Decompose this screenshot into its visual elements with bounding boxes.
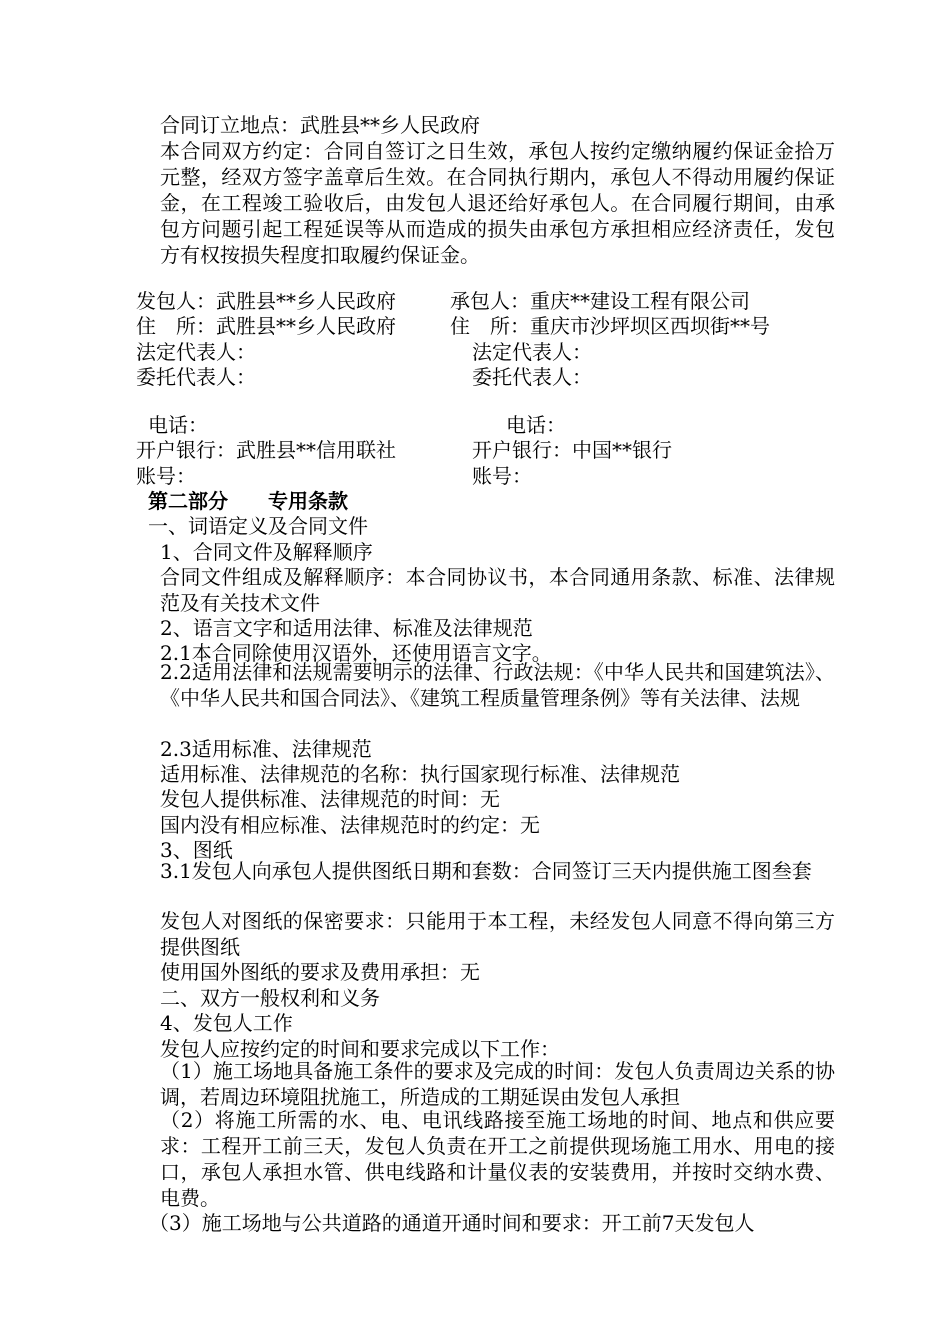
contractor-account: 账号： [472, 464, 532, 488]
clause-3-2: 发包人对图纸的保密要求：只能用于本工程，未经发包人同意不得向第三方提供图纸 [160, 909, 835, 959]
clause-3-1: 3.1发包人向承包人提供图纸日期和套数：合同签订三天内提供施工图叁套 [160, 859, 812, 883]
clause-3-3: 使用国外图纸的要求及费用承担：无 [160, 960, 480, 984]
clause-2-3-c: 国内没有相应标准、法律规范时的约定：无 [160, 813, 540, 837]
contract-place: 合同订立地点：武胜县**乡人民政府 [160, 113, 480, 137]
contractor-bank: 开户银行：中国**银行 [472, 438, 672, 462]
clause-4-3: （3）施工场地与公共道路的通道开通时间和要求：开工前7天发包人 [149, 1211, 755, 1235]
clause-1: 1、合同文件及解释顺序 [160, 540, 373, 564]
clause-4-intro: 发包人应按约定的时间和要求完成以下工作： [160, 1037, 560, 1061]
contractor-phone: 电话： [506, 413, 566, 437]
clause-2-1: 2.1本合同除使用汉语外，还使用语言文字。 [160, 641, 552, 665]
clause-4-2: （2）将施工所需的水、电、电讯线路接至施工场地的时间、地点和供应要求：工程开工前三天，发包人负责在开工之前提供现场施工用水、用电的接口，承包人承担水管、供电线路和计量仪表的安装费用，并按时交纳水费、电费。 [160, 1108, 835, 1210]
clause-2-3-a: 适用标准、法律规范的名称：执行国家现行标准、法律规范 [160, 762, 680, 786]
contractor-legal-rep: 法定代表人： [472, 340, 592, 364]
clause-2-3: 2.3适用标准、法律规范 [160, 737, 372, 761]
clause-2-2: 2.2适用法律和法规需要明示的法律、行政法规：《中华人民共和国建筑法》、《中华人民共和国合同法》、《建筑工程质量管理条例》等有关法律、法规 [160, 660, 835, 710]
section-definitions: 一、词语定义及合同文件 [148, 514, 368, 538]
clause-2: 2、语言文字和适用法律、标准及法律规范 [160, 616, 533, 640]
employer-bank: 开户银行：武胜县**信用联社 [136, 438, 396, 462]
employer-agent: 委托代表人： [136, 365, 256, 389]
employer-phone: 电话： [148, 413, 208, 437]
section-rights-obligations: 二、双方一般权利和义务 [160, 986, 380, 1010]
employer-legal-rep: 法定代表人： [136, 340, 256, 364]
clause-3: 3、图纸 [160, 838, 233, 862]
part2-heading: 第二部分 专用条款 [148, 489, 348, 513]
agreement-paragraph: 本合同双方约定：合同自签订之日生效，承包人按约定缴纳履约保证金拾万元整，经双方签字盖章后生效。在合同执行期内，承包人不得动用履约保证金，在工程竣工验收后，由发包人退还给好承包人。在合同履行期间，由承包方问题引起工程延误等从而造成的损失由承包方承担相应经济责任，发包方有权按损失程度扣取履约保证金。 [160, 139, 835, 267]
clause-4-1: （1）施工场地具备施工条件的要求及完成的时间：发包人负责周边关系的协调，若周边环境阻扰施工，所造成的工期延误由发包人承担 [160, 1059, 835, 1109]
clause-1-text: 合同文件组成及解释顺序：本合同协议书，本合同通用条款、标准、法律规范及有关技术文件 [160, 565, 835, 615]
contractor-address: 住 所：重庆市沙坪坝区西坝街**号 [450, 314, 770, 338]
employer-name: 发包人：武胜县**乡人民政府 [136, 289, 396, 313]
clause-2-3-b: 发包人提供标准、法律规范的时间：无 [160, 787, 500, 811]
employer-account: 账号： [136, 464, 196, 488]
clause-4: 4、发包人工作 [160, 1011, 293, 1035]
employer-address: 住 所：武胜县**乡人民政府 [136, 314, 396, 338]
contractor-agent: 委托代表人： [472, 365, 592, 389]
contractor-name: 承包人：重庆**建设工程有限公司 [450, 289, 750, 313]
